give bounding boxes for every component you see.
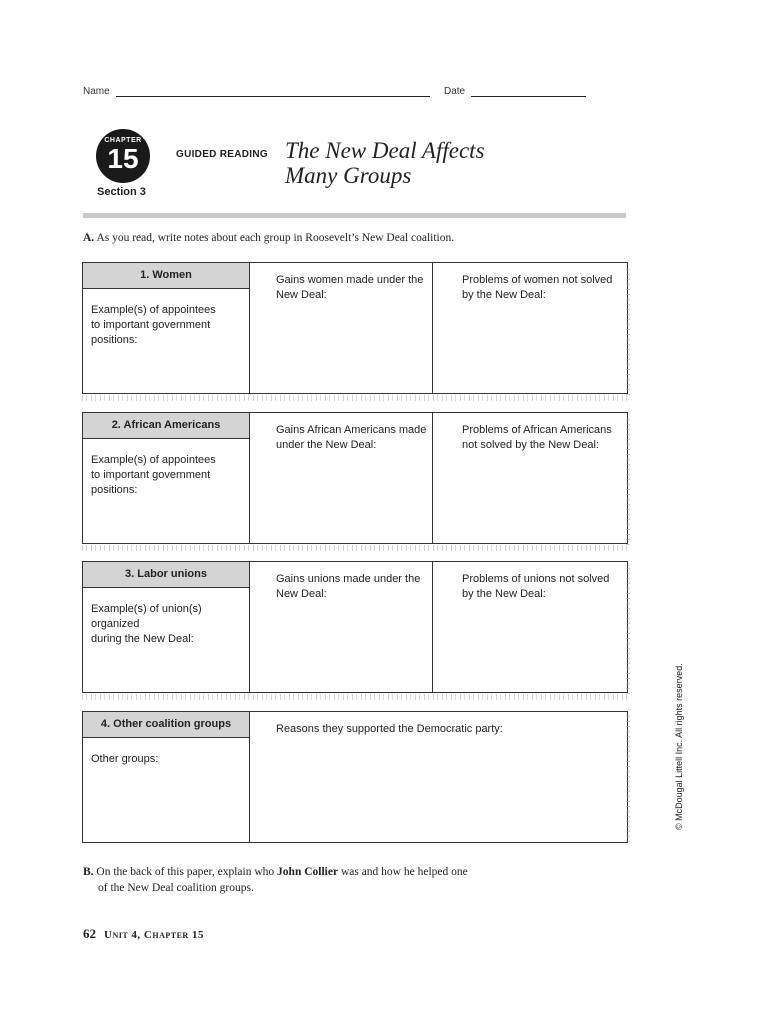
group-col1	[83, 562, 250, 692]
group-header: 4. Other coalition groups	[83, 712, 249, 738]
part-b-instructions	[83, 864, 468, 896]
name-field[interactable]	[116, 96, 430, 97]
copyright-notice: © McDougal Littell Inc. All rights reserved.	[674, 663, 684, 830]
group-subprompt[interactable]: Example(s) of union(s) organized during the New Deal:	[91, 603, 202, 645]
date-label: Date	[444, 86, 466, 97]
group-subprompt[interactable]: Example(s) of appointees to important government positions:	[91, 304, 216, 346]
scan-speckle	[82, 395, 628, 401]
group-header: 3. Labor unions	[83, 562, 249, 588]
header-rule	[83, 213, 626, 218]
group-col2[interactable]	[250, 712, 626, 842]
group-col1	[83, 712, 250, 842]
group-col2[interactable]	[250, 263, 433, 393]
page-footer	[83, 925, 204, 943]
guided-reading-label: GUIDED READING	[176, 149, 268, 160]
gains-prompt: Gains women made under the New Deal:	[276, 274, 424, 301]
group-header: 1. Women	[83, 263, 249, 289]
scan-speckle	[626, 564, 630, 694]
group-box-women	[82, 262, 628, 394]
part-a-instructions	[83, 232, 454, 244]
group-col1	[83, 263, 250, 393]
reasons-prompt: Reasons they supported the Democratic party:	[276, 723, 503, 735]
group-box-labor-unions	[82, 561, 628, 693]
chapter-badge	[96, 129, 150, 183]
part-b-letter: B.	[83, 866, 94, 878]
problems-prompt: Problems of women not solved by the New Deal:	[462, 274, 613, 301]
group-col2[interactable]	[250, 562, 433, 692]
part-b-line2: of the New Deal coalition groups.	[98, 882, 254, 894]
group-box-african-americans	[82, 412, 628, 544]
group-box-other-coalition	[82, 711, 628, 843]
group-subprompt[interactable]: Example(s) of appointees to important government positions:	[91, 454, 216, 496]
group-header: 2. African Americans	[83, 413, 249, 439]
part-a-letter: A.	[83, 232, 95, 244]
part-b-text-after: was and how he helped one	[340, 866, 468, 878]
group-col3[interactable]	[433, 562, 627, 692]
scan-speckle	[82, 545, 628, 551]
page-title: The New Deal Affects Many Groups	[285, 138, 485, 188]
chapter-label: CHAPTER	[104, 137, 142, 144]
group-col3[interactable]	[433, 263, 627, 393]
page-number: 62	[83, 926, 96, 941]
part-a-text: As you read, write notes about each group in Roosevelt’s New Deal coalition.	[96, 232, 455, 244]
name-label: Name	[83, 86, 110, 97]
unit-chapter-label: Unit 4, Chapter 15	[104, 929, 204, 941]
scan-speckle	[626, 415, 630, 545]
scan-speckle	[626, 265, 630, 395]
scan-speckle	[626, 714, 630, 842]
group-col1	[83, 413, 250, 543]
problems-prompt: Problems of African Americans not solved by the New Deal:	[462, 424, 612, 451]
group-subprompt[interactable]: Other groups:	[91, 753, 159, 765]
scan-speckle	[82, 694, 628, 700]
group-col3[interactable]	[433, 413, 627, 543]
part-b-name: John Collier	[277, 866, 339, 878]
gains-prompt: Gains unions made under the New Deal:	[276, 573, 421, 600]
chapter-number: 15	[107, 143, 139, 174]
date-field[interactable]	[471, 96, 586, 97]
part-b-text-before: On the back of this paper, explain who	[96, 866, 275, 878]
section-label: Section 3	[97, 186, 146, 198]
group-col2[interactable]	[250, 413, 433, 543]
gains-prompt: Gains African Americans made under the New Deal:	[276, 424, 427, 451]
problems-prompt: Problems of unions not solved by the New Deal:	[462, 573, 610, 600]
